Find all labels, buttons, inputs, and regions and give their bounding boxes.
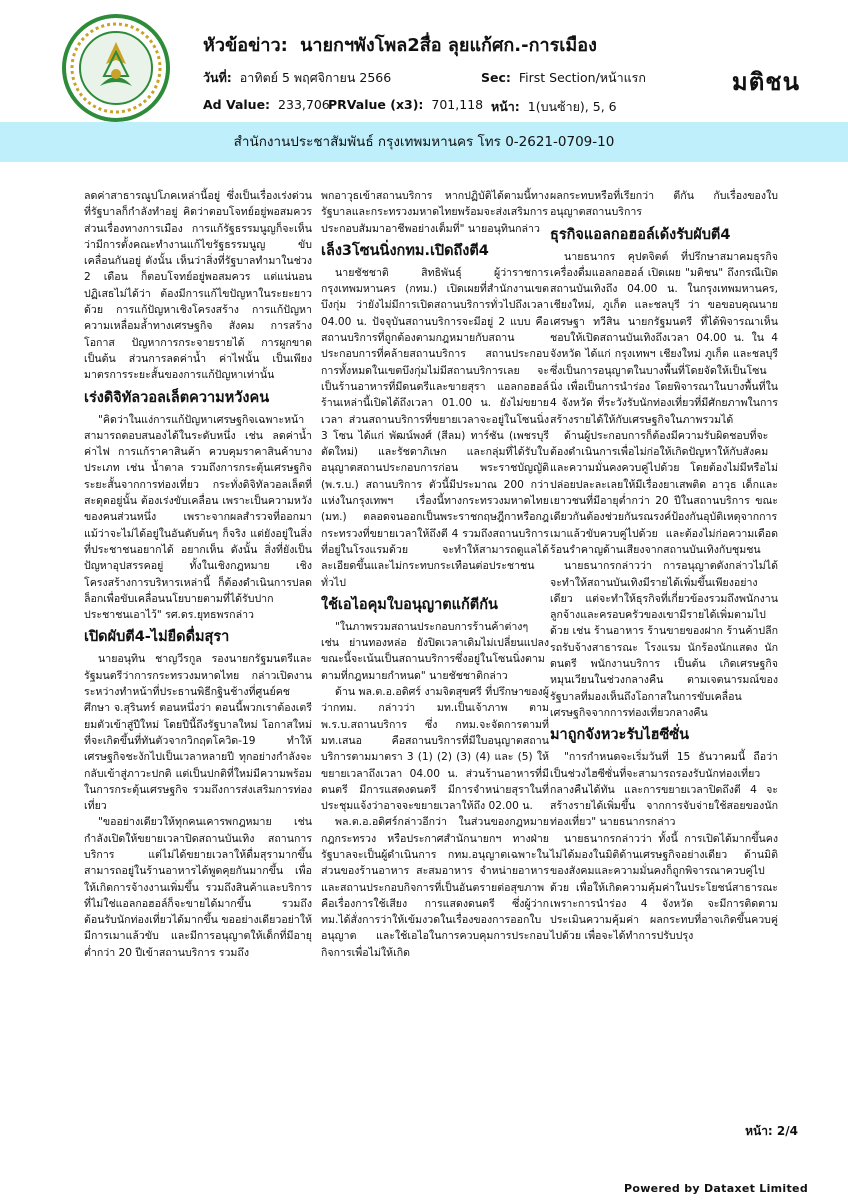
paragraph: "การกำหนดจะเริ่มวันที่ 15 ธันวาคมนี้ ถือว่าเป็นช่วงไฮซีซั่นที่จะสามารถรองรับนักท่องเที่ยวกลางคืนได้ทัน และการขยายเวลาปิดถึงตี 4 จะสร้างรายได้เพิ่มขึ้น จากการจับจ่ายใช้สอยของนักท่องเที่ยว" นายธนากรกล่าว xyxy=(550,751,778,829)
page-row xyxy=(491,97,617,117)
subheading: ใช้เอไอคุมใบอนุญาตแก้ตีกัน xyxy=(321,596,498,613)
section-value: First Section/หน้าแรก xyxy=(518,70,646,85)
paragraph: ลดค่าสาธารณูปโภคเหล่านี้อยู่ ซึ่งเป็นเรื่องเร่งด่วนที่รัฐบาลก็กำลังทำอยู่ คิดว่าตอบโจทย์อยู่พอสมควร ส่วนเรื่องทางการเมือง การแก้รัฐธรรมนูญก็จะเห็นว่ามีการตั้งคณะทำงานแก้ไขรัฐธรรมนูญ ขับเคลื่อนกันอยู่ ดังนั้น เห็นว่าสิ่งที่รัฐบาลทำมาในช่วง 2 เดือน ก็ตอบโจทย์อยู่พอสมควร แต่แน่นอนปฏิเสธไม่ได้ว่า ต้องมีการแก้ไขปัญหาในระยะยาวด้วย การแก้ปัญหาเชิงโครงสร้าง การแก้ปัญหาความเหลื่อมล้ำทางเศรษฐกิจ สังคม การสร้างโอกาส ปัญหาการกระจายรายได้ การผูกขาด เป็นต้น ส่วนการลดค่าน้ำ ค่าไฟนั้น เป็นเพียงมาตรการระยะสั้นของการแก้ปัญหาเท่านั้น xyxy=(84,190,312,382)
paragraph: "ขออย่างเดียวให้ทุกคนเคารพกฎหมาย เช่น กำลังเปิดให้ขยายเวลาปิดสถานบันเทิง สถานการบริการ แต่ไม่ได้ขยายเวลาให้ดื่มสุรามากขึ้น สามารถอยู่ในร้านอาหารได้พูดคุยกันมากขึ้น เพื่อให้เกิดการจ้างงานเพิ่มขึ้น รวมถึงสินค้าและบริการที่ไม่ใช่แอลกอฮอล์ก็จะขายได้มากขึ้น รวมถึงต้อนรับนักท่องเที่ยวได้มากขึ้น ขออย่างเดียวอย่าให้มีการเมาแล้วขับ และมีการอนุญาตให้เด็กที่มีอายุต่ำกว่า 20 ปีเข้าสถานบริการ รวมถึง xyxy=(84,816,312,959)
paragraph: นายธนากร คุปตจิตต์ ที่ปรึกษาสมาคมธุรกิจเครื่องดื่มแอลกอฮอล์ เปิดเผย "มติชน" ถึงกรณีเปิดสถานบันเทิงถึง 04.00 น. ในกรุงเทพมหานคร, เชียงใหม่, ภูเก็ต และชลบุรี ว่า ขอขอบคุณนายเศรษฐา ทวีสิน นายกรัฐมนตรี ที่ได้พิจารณาเห็นชอบให้เปิดสถานบันเทิงถึงเวลา 04.00 น. ใน 4 จังหวัด ได้แก่ กรุงเทพฯ เชียงใหม่ ภูเก็ต และชลบุรี ซึ่งเป็นการอนุญาตในบางพื้นที่โดยจัดให้เป็นโซนนิ่ง เพื่อเป็นการนำร่อง โดยพิจารณาในบางพื้นที่ใน 4 จังหวัด ที่ระวังรับนักท่องเที่ยวที่มีศักยภาพในการสร้างรายได้ให้กับเศรษฐกิจในภาพรวมได้ xyxy=(550,250,778,426)
date-row xyxy=(203,68,391,88)
bangkok-city-seal-icon xyxy=(60,12,172,124)
paragraph: "ในภาพรวมสถานประกอบการร้านค้าต่างๆ เช่น ย่านทองหล่อ ยังปิดเวลาเดิมไม่เปลี่ยนแปลง ขณะนี้จะเน้นเป็นสถานบริการซึ่งอยู่ในโซนนิ่งตามตามที่กฎหมายกำหนด" นายชัชชาติกล่าว xyxy=(321,620,549,682)
subheading: ธุรกิจแอลกอฮอล์เด้งรับผับตี4 xyxy=(550,226,731,243)
paragraph: พกอาวุธเข้าสถานบริการ หากปฏิบัติได้ตามนี้ทางรัฐบาลและกระทรวงมหาดไทยพร้อมจะส่งเสริมการประกอบสัมมาอาชีพอย่างเต็มที่" นายอนุทินกล่าว xyxy=(321,190,549,235)
column-2 xyxy=(321,188,549,961)
headline-text: นายกฯพังโพล2สื่อ ลุยแก้ศก.-การเมือง xyxy=(300,35,597,56)
clipping-header xyxy=(0,0,848,122)
page-value: 1(บนซ้าย), 5, 6 xyxy=(527,99,617,114)
ad-value-row xyxy=(203,97,330,112)
article-body xyxy=(0,188,848,1038)
pr-value-label: PRValue (x3): xyxy=(328,97,424,112)
paragraph: ด้านผู้ประกอบการก็ต้องมีความรับผิดชอบที่จะต้องดำเนินการเพื่อไม่ก่อให้เกิดปัญหาให้กับสังคมและความมั่นคงควบคู่ไปด้วย โดยต้องไม่มีหรือไม่ปล่อยปละละเลยให้มีเรื่องยาเสพติด อาวุธ เด็กและเยาวชนที่มีอายุต่ำกว่า 20 ปีในสถานบริการ ขณะเดียวกันต้องช่วยกันรณรงค์ป้องกันอุบัติเหตุจากการเมาแล้วขับควบคู่ไปด้วย และต้องไม่ก่อความเดือดร้อนรำคาญด้านเสียงจากสถานบันเทิงกับชุมชน xyxy=(550,429,778,556)
ad-value-label: Ad Value: xyxy=(203,97,271,112)
paragraph: พล.ต.อ.อดิศร์กล่าวอีกว่า ในส่วนของกฎหมาย กฎกระทรวง หรือประกาศสำนักนายกฯ ทางฝ่ายรัฐบาลจะเป็นผู้ดำเนินการ กทม.อนุญาตเฉพาะในส่วนของร้านอาหาร สะสมอาหาร จำหน่ายอาหาร และสถานประกอบกิจการที่เป็นอันตรายต่อสุขภาพ คือเรื่องการใช้เสียง การแสดงดนตรี ซึ่งผู้ว่ากทม.ได้สั่งการว่าให้เข้มงวดในเรื่องของการออกใบอนุญาต และใช้เอไอในการควบคุมการประกอบกิจการเพื่อไม่ให้เกิด xyxy=(321,816,549,959)
headline-row xyxy=(203,30,597,59)
pr-value: 701,118 xyxy=(431,97,484,112)
subheading: มาถูกจังหวะรับไฮซีซั่น xyxy=(550,727,690,744)
pr-value-row xyxy=(328,97,483,112)
paragraph: นายชัชชาติ สิทธิพันธุ์ ผู้ว่าราชการกรุงเทพมหานคร (กทม.) เปิดเผยที่สำนักงานเขตบึงกุ่ม ว่ายังไม่มีการเปิดสถานบริการทั่วไปถึงเวลา 04.00 น. ปัจจุบันสถานบริการจะมีอยู่ 2 แบบ คือสถานบริการที่ถูกต้องตามกฎหมายกับสถานประกอบการที่คล้ายสถานบริการ สถานประกอบการทั้งหมดในเขตบึงกุ่มไม่มีสถานบริการเลย จะเป็นร้านอาหารที่มีดนตรีและขายสุรา แอลกอฮอล์ ร้านเหล่านี้เปิดได้ถึงเวลา 01.00 น. ยังไม่ขยายเวลา ส่วนสถานบริการที่ขยายเวลาจะอยู่ในโซนนิ่ง 3 โซน ได้แก่ พัฒน์พงศ์ (สีลม) ทาร์ซัน (เพชรบุรีตัดใหม่) และรัชดาภิเษก และกลุ่มที่ได้รับใบอนุญาตสถานประกอบการก่อน พระราชบัญญัติ (พ.ร.บ.) สถานบริการ ตัวนี้มีประมาณ 200 กว่าแห่งในกรุงเทพฯ เรื่องนี้ทางกระทรวงมหาดไทย (มท.) ตลอดจนออกเป็นพระราชกฤษฎีกาหรือกฎกระทรวงที่ขยายเวลาให้ถึงตี 4 รวมถึงสถานบริการที่อยู่ในโรงแรมด้วย จะทำให้สามารถดูแลได้ละเอียดขึ้นและไม่กระทบกระเทือนต่อประชาชนทั่วไป xyxy=(321,266,549,589)
subheading: เล็ง3โซนนิ่งกทม.เปิดถึงตี4 xyxy=(321,242,489,259)
section-row xyxy=(481,68,646,88)
page-indicator: หน้า: 2/4 xyxy=(745,1124,798,1138)
date-value: อาทิตย์ 5 พฤศจิกายน 2566 xyxy=(239,70,392,85)
section-label: Sec: xyxy=(481,70,511,85)
paragraph: "คิดว่าในแง่การแก้ปัญหาเศรษฐกิจเฉพาะหน้า สามารถตอบสนองได้ในระดับหนึ่ง เช่น ลดค่าน้ำ ค่าไฟ การแก้ราคาสินค้า ควบคุมราคาสินค้าบางประเภท เช่น น้ำตาล รวมถึงการกระตุ้นเศรษฐกิจระยะสั้นจากการท่องเที่ยว กระทั่งดิจิทัลวอลเล็ตที่สะดุดอยู่นั้น ต้องเร่งขับเคลื่อน เพราะเป็นความหวังของคนส่วนหนึ่ง เพราะจากผลสำรวจที่ออกมา แม้ว่าจะไม่ได้อยู่ในอันดับต้นๆ ก็จริง แต่ยังอยู่ในสิ่งที่ประชาชนอยากได้ อยากเห็น ดังนั้น สิ่งที่ยังเป็นปัญหาอุปสรรคอยู่ ทั้งในเชิงกฎหมาย เชิงโครงสร้างการบริหารเหล่านี้ ก็ต้องดำเนินการปลดล็อกเพื่อขับเคลื่อนนโยบายตามที่ได้รับปากประชาชนเอาไว้" รศ.ดร.ยุทธพรกล่าว xyxy=(84,413,312,622)
subheading: เปิดผับตี4-ไม่ยืดดื่มสุรา xyxy=(84,629,230,646)
ad-value: 233,706 xyxy=(278,97,330,112)
date-label: วันที่: xyxy=(203,70,232,85)
paragraph: นายอนุทิน ชาญวีรกูล รองนายกรัฐมนตรีและรัฐมนตรีว่าการกระทรวงมหาดไทย กล่าวเปิดงานระหว่างทำหน้าที่ประธานพิธีกฐินช้างที่ศูนย์คชศึกษา จ.สุรินทร์ ตอนหนึ่งว่า ตอนนี้พวกเราต้องเตรียมตัวเข้าสู่ปีใหม่ โดยปีนี้ถึงรัฐบาลใหม่ โอกาสใหม่ที่จะเกิดขึ้นที่ทันตัวจากวิกฤตโควิด-19 ทำให้เศรษฐกิจชะงักไปเป็นเวลาหลายปี ทุกอย่างกำลังจะกลับเข้าสู่ภาวะปกติ แต่เป็นปกติที่ใหม่มีความพร้อมในการกระตุ้นเศรษฐกิจ รวมถึงการส่งเสริมการท่องเที่ยว xyxy=(84,653,312,813)
paragraph: นายธนากรกล่าวว่า การอนุญาตดังกล่าวไม่ได้จะทำให้สถานบันเทิงมีรายได้เพิ่มขึ้นเพียงอย่างเดียว แต่จะทำให้ธุรกิจที่เกี่ยวข้องรวมถึงพนักงานลูกจ้างและครอบครัวของเขามีรายได้เพิ่มตามไปด้วย เช่น ร้านอาหาร ร้านขายของฝาก ร้านค้าปลีก รถรับจ้างสาธารณะ โรงแรม นักร้องนักแสดง นักดนตรี พนักงานบริการ เป็นต้น เกิดเศรษฐกิจหมุนเวียนในช่วงกลางคืน ตามเจตนารมณ์ของรัฐบาลที่มองเห็นถึงโอกาสในการขับเคลื่อนเศรษฐกิจจากการท่องเที่ยวกลางคืน xyxy=(550,560,778,719)
matichon-logo: มติชน xyxy=(731,68,800,96)
headline-label: หัวข้อข่าว: xyxy=(203,35,288,56)
page-label: หน้า: xyxy=(491,99,520,114)
powered-by: Powered by Dataxet Limited xyxy=(624,1182,808,1195)
paragraph: นายธนากรกล่าวว่า ทั้งนี้ การเปิดได้มากขึ้นคงไม่ได้มองในมิติด้านเศรษฐกิจอย่างเดียว ด้านมิติของสังคมและความมั่นคงก็ถูกพิจารณาควบคู่ไปด้วย เพื่อให้เกิดความคุ้มค่าในประโยชน์สาธารณะ เพราะการนำร่อง 4 จังหวัด จะมีการติดตามประเมินความคุ้มค่า ผลกระทบที่อาจเกิดขึ้นควบคู่ไปด้วย เพื่อจะได้ทำการปรับปรุง xyxy=(550,832,778,943)
column-3 xyxy=(550,188,778,945)
paragraph: ด้าน พล.ต.อ.อดิศร์ งามจิตสุขศรี ที่ปรึกษาของผู้ว่ากทม. กล่าวว่า มท.เป็นเจ้าภาพ ตาม พ.ร.บ.สถานบริการ ซึ่ง กทม.จะจัดการตามที่ มท.เสนอ คือสถานบริการที่มีใบอนุญาตสถานบริการตามมาตรา 3 (1) (2) (3) (4) และ (5) ให้ขยายเวลาถึงเวลา 04.00 น. ส่วนร้านอาหารที่มีดนตรี มีการแสดงดนตรี มีการจำหน่ายสุราในที่ประชุมแจ้งว่าอาจจะขยายเวลาให้ถึง 02.00 น. xyxy=(321,686,549,813)
column-1 xyxy=(84,188,312,961)
paragraph: ผลกระทบหรือที่เรียกว่า ตีกัน กับเรื่องของใบอนุญาตสถานบริการ xyxy=(550,190,778,219)
agency-banner: สำนักงานประชาสัมพันธ์ กรุงเทพมหานคร โทร 0-2621-0709-10 xyxy=(0,122,848,162)
subheading: เร่งดิจิทัลวอลเล็ตความหวังคน xyxy=(84,389,270,406)
